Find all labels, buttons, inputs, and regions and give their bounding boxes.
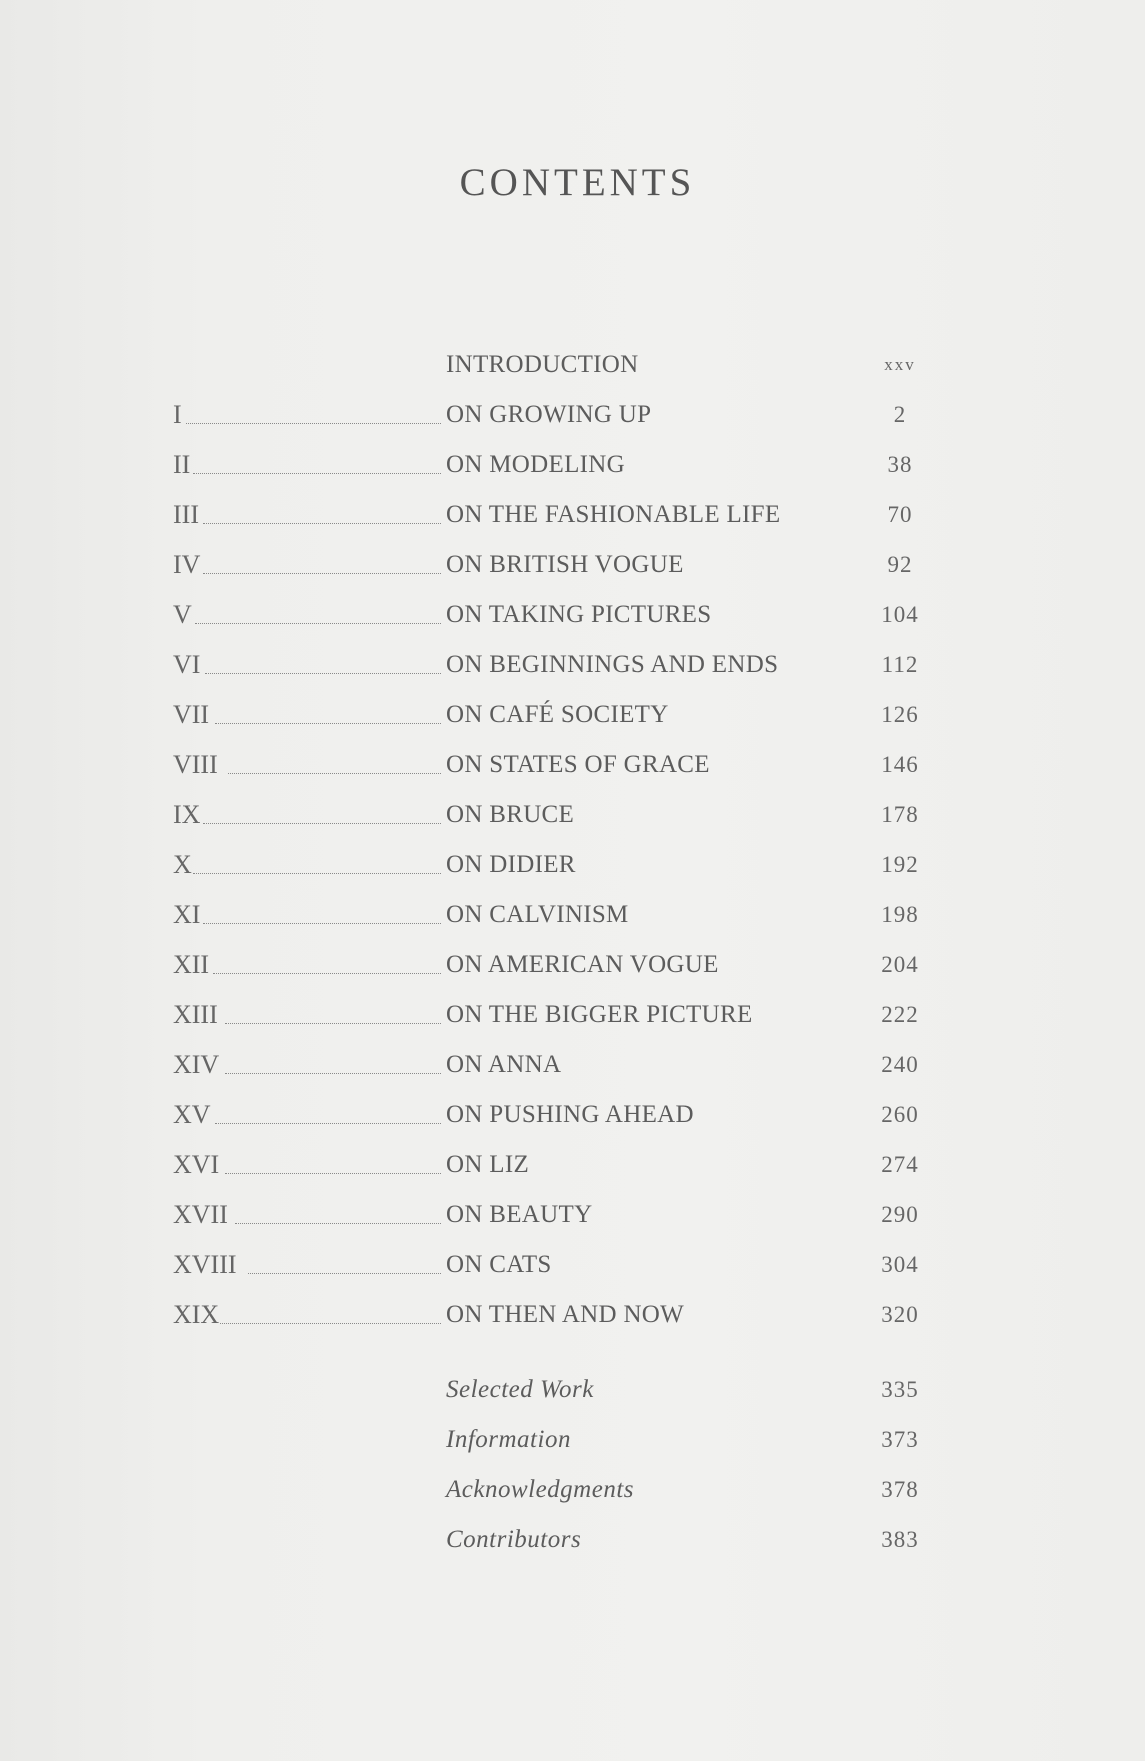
chapter-number: XV bbox=[173, 1100, 211, 1129]
chapter-page: 112 bbox=[881, 652, 919, 677]
chapter-number: XII bbox=[173, 950, 210, 979]
chapter-page: 92 bbox=[887, 552, 913, 577]
toc-entry-chapter-17 bbox=[0, 1195, 1145, 1235]
toc-entry-chapter-11 bbox=[0, 895, 1145, 935]
leader-dots bbox=[225, 1073, 441, 1074]
chapter-number: VIII bbox=[173, 750, 218, 779]
toc-entry-chapter-15 bbox=[0, 1095, 1145, 1135]
toc-entry-chapter-14 bbox=[0, 1045, 1145, 1085]
chapter-title: ON STATES OF GRACE bbox=[446, 751, 710, 778]
back-matter-title: Selected Work bbox=[446, 1376, 594, 1403]
chapter-number: XVIII bbox=[173, 1250, 237, 1279]
leader-dots bbox=[203, 573, 441, 574]
back-matter-title: Acknowledgments bbox=[446, 1476, 635, 1503]
toc-entry-chapter-6 bbox=[0, 645, 1145, 685]
back-matter-title: Contributors bbox=[446, 1526, 582, 1553]
chapter-number: V bbox=[173, 600, 192, 629]
chapter-title: ON BRITISH VOGUE bbox=[446, 551, 684, 578]
leader-dots bbox=[213, 973, 441, 974]
back-matter-title: Information bbox=[446, 1426, 571, 1453]
toc-entry-chapter-10 bbox=[0, 845, 1145, 885]
chapter-title: ON BEGINNINGS AND ENDS bbox=[446, 651, 779, 678]
chapter-title: ON DIDIER bbox=[446, 851, 576, 878]
chapter-title: ON ANNA bbox=[446, 1051, 562, 1078]
chapter-page: 222 bbox=[881, 1002, 919, 1027]
leader-dots bbox=[220, 1323, 441, 1324]
leader-dots bbox=[205, 673, 441, 674]
toc-entry-chapter-2 bbox=[0, 445, 1145, 485]
chapter-number: XVI bbox=[173, 1150, 220, 1179]
leader-dots bbox=[228, 773, 441, 774]
toc-entry-back-matter-1 bbox=[0, 1370, 1145, 1410]
leader-dots bbox=[195, 623, 441, 624]
page-title: CONTENTS bbox=[459, 161, 696, 204]
leader-dots bbox=[215, 1123, 441, 1124]
leader-dots bbox=[193, 473, 441, 474]
toc-entry-chapter-5 bbox=[0, 595, 1145, 635]
chapter-page: 146 bbox=[881, 752, 919, 777]
leader-dots bbox=[203, 823, 441, 824]
leader-dots bbox=[248, 1273, 441, 1274]
chapter-number: III bbox=[173, 500, 199, 529]
toc-entry-title: INTRODUCTION bbox=[446, 351, 639, 378]
chapter-title: ON CATS bbox=[446, 1251, 552, 1278]
chapter-number: XI bbox=[173, 900, 201, 929]
toc-entry-page: xxv bbox=[884, 355, 916, 374]
toc-entry-back-matter-4 bbox=[0, 1520, 1145, 1560]
chapter-page: 70 bbox=[887, 502, 913, 527]
leader-dots bbox=[225, 1023, 441, 1024]
chapter-page: 304 bbox=[881, 1252, 919, 1277]
toc-entry-chapter-16 bbox=[0, 1145, 1145, 1185]
chapter-title: ON BRUCE bbox=[446, 801, 575, 828]
leader-dots bbox=[225, 1173, 441, 1174]
toc-entry-chapter-9 bbox=[0, 795, 1145, 835]
leader-dots bbox=[203, 923, 441, 924]
leader-dots bbox=[193, 873, 441, 874]
chapter-title: ON THE FASHIONABLE LIFE bbox=[446, 501, 781, 528]
chapter-page: 198 bbox=[881, 902, 919, 927]
chapter-title: ON CALVINISM bbox=[446, 901, 629, 928]
leader-dots bbox=[203, 523, 441, 524]
back-matter-page: 335 bbox=[881, 1377, 919, 1402]
chapter-page: 178 bbox=[881, 802, 919, 827]
toc-entry-chapter-13 bbox=[0, 995, 1145, 1035]
chapter-title: ON PUSHING AHEAD bbox=[446, 1101, 694, 1128]
toc-entry-chapter-19 bbox=[0, 1295, 1145, 1335]
toc-entry-chapter-8 bbox=[0, 745, 1145, 785]
chapter-page: 260 bbox=[881, 1102, 919, 1127]
chapter-number: IX bbox=[173, 800, 201, 829]
toc-entry-back-matter-3 bbox=[0, 1470, 1145, 1510]
chapter-number: VI bbox=[173, 650, 201, 679]
leader-dots bbox=[215, 723, 441, 724]
chapter-title: ON LIZ bbox=[446, 1151, 530, 1178]
chapter-number: XIV bbox=[173, 1050, 220, 1079]
chapter-page: 126 bbox=[881, 702, 919, 727]
chapter-title: ON CAFÉ SOCIETY bbox=[446, 701, 669, 728]
chapter-number: XIII bbox=[173, 1000, 218, 1029]
chapter-page: 104 bbox=[881, 602, 919, 627]
chapter-page: 192 bbox=[881, 852, 919, 877]
chapter-number: XVII bbox=[173, 1200, 228, 1229]
chapter-title: ON AMERICAN VOGUE bbox=[446, 951, 719, 978]
chapter-page: 2 bbox=[893, 402, 907, 427]
back-matter-page: 383 bbox=[881, 1527, 919, 1552]
toc-entry-chapter-1 bbox=[0, 395, 1145, 435]
chapter-page: 240 bbox=[881, 1052, 919, 1077]
leader-dots bbox=[186, 423, 441, 424]
chapter-title: ON TAKING PICTURES bbox=[446, 601, 712, 628]
toc-entry-chapter-4 bbox=[0, 545, 1145, 585]
toc-entry-chapter-7 bbox=[0, 695, 1145, 735]
chapter-title: ON THEN AND NOW bbox=[446, 1301, 685, 1328]
chapter-number: X bbox=[173, 850, 192, 879]
chapter-title: ON GROWING UP bbox=[446, 401, 652, 428]
chapter-page: 38 bbox=[887, 452, 913, 477]
toc-entry-chapter-3 bbox=[0, 495, 1145, 535]
toc-entry-introduction bbox=[0, 345, 1145, 385]
back-matter-page: 378 bbox=[881, 1477, 919, 1502]
chapter-title: ON MODELING bbox=[446, 451, 625, 478]
chapter-number: XIX bbox=[173, 1300, 220, 1329]
chapter-number: VII bbox=[173, 700, 210, 729]
chapter-number: IV bbox=[173, 550, 201, 579]
back-matter-page: 373 bbox=[881, 1427, 919, 1452]
chapter-page: 320 bbox=[881, 1302, 919, 1327]
chapter-page: 204 bbox=[881, 952, 919, 977]
chapter-page: 274 bbox=[881, 1152, 919, 1177]
chapter-page: 290 bbox=[881, 1202, 919, 1227]
leader-dots bbox=[235, 1223, 441, 1224]
chapter-title: ON BEAUTY bbox=[446, 1201, 593, 1228]
chapter-number: II bbox=[173, 450, 191, 479]
chapter-title: ON THE BIGGER PICTURE bbox=[446, 1001, 753, 1028]
toc-entry-chapter-12 bbox=[0, 945, 1145, 985]
toc-entry-chapter-18 bbox=[0, 1245, 1145, 1285]
toc-entry-back-matter-2 bbox=[0, 1420, 1145, 1460]
chapter-number: I bbox=[173, 400, 182, 429]
